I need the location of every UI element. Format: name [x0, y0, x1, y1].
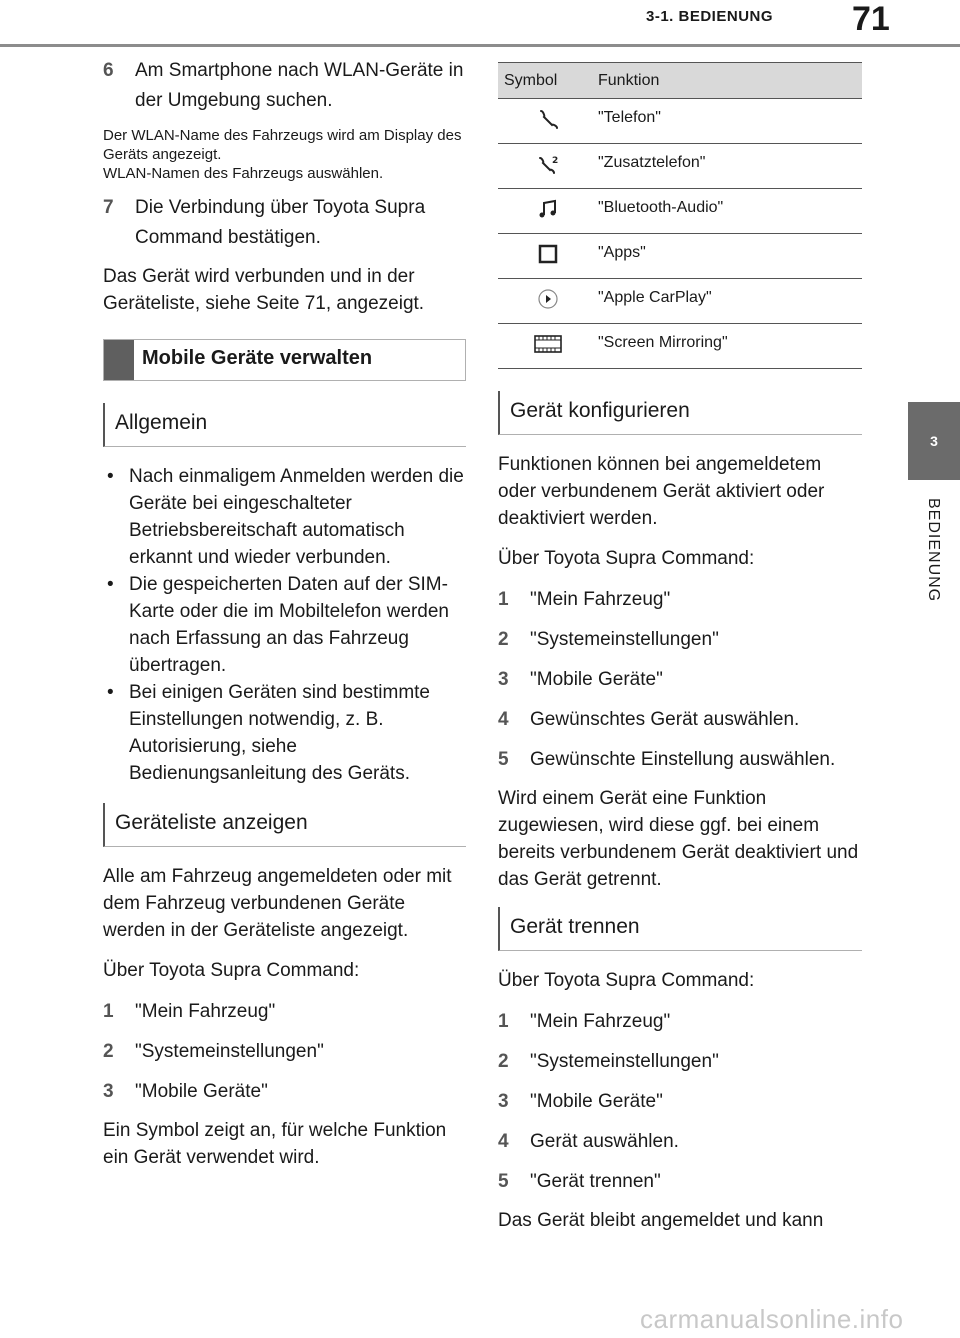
table-cell-symbol	[498, 144, 598, 189]
step-number: 3	[498, 669, 509, 690]
subheading-geraeteliste: Geräteliste anzeigen	[103, 803, 466, 847]
symbol-table	[498, 62, 862, 369]
step-item	[498, 665, 862, 695]
table-cell-function: "Apps"	[598, 234, 862, 279]
phone-icon	[536, 107, 560, 131]
table-header-row	[498, 63, 862, 99]
paragraph-geraeteliste: Alle am Fahrzeug angemeldeten oder mit dem Fahrzeug verbundenen Geräte werden in der Geräteliste angezeigt.	[103, 866, 452, 941]
table-cell-function: "Bluetooth-Audio"	[598, 189, 862, 234]
step-text: "Systemeinstellungen"	[135, 1041, 324, 1062]
step-item	[498, 1167, 862, 1197]
table-cell-function: "Zusatztelefon"	[598, 144, 862, 189]
step-item	[498, 585, 862, 615]
step-text: "Mein Fahrzeug"	[135, 1001, 276, 1022]
table-cell-symbol	[498, 189, 598, 234]
list-item: • Nach einmaligem Anmelden werden die Geräte bei eingeschalteter Betriebsbereitschaft automatisch erkannt und wieder verbunden.	[103, 463, 466, 571]
table-cell-symbol	[498, 99, 598, 144]
bullet-list	[103, 463, 466, 787]
step-number: 1	[498, 1011, 509, 1032]
step-number: 3	[103, 1081, 114, 1102]
paragraph-angemeldet: Das Gerät bleibt angemeldet und kann	[498, 1210, 824, 1231]
subheading-konfigurieren: Gerät konfigurieren	[498, 391, 862, 435]
table-cell-symbol	[498, 234, 598, 279]
left-column	[103, 56, 466, 1184]
step-text: "Mobile Geräte"	[530, 1091, 663, 1112]
chapter-tab-label: BEDIENUNG	[925, 498, 942, 603]
table-row	[498, 324, 862, 369]
list-item: • Die gespeicherten Daten auf der SIM-Karte oder die im Mobiltelefon werden nach Erfassung an das Fahrzeug übertragen.	[103, 571, 466, 679]
step-text: Gewünschtes Gerät auswählen.	[530, 709, 800, 730]
step-item	[498, 1087, 862, 1117]
note-wlan-name: Der WLAN-Name des Fahrzeugs wird am Display des Geräts angezeigt.	[103, 127, 462, 163]
step-item	[103, 1077, 466, 1107]
step-number: 4	[498, 709, 509, 730]
note-wlan-select: WLAN-Namen des Fahrzeugs auswählen.	[103, 165, 384, 182]
section-heading-bar	[104, 340, 134, 380]
watermark: carmanualsonline.info	[640, 1304, 904, 1334]
step-text: "Mein Fahrzeug"	[530, 1011, 671, 1032]
table-row	[498, 189, 862, 234]
table-header-symbol: Symbol	[498, 63, 598, 99]
table-row	[498, 234, 862, 279]
paragraph-zugewiesen: Wird einem Gerät eine Funktion zugewiesen, wird diese ggf. bei einem bereits verbundenem Gerät deaktiviert und das Gerät getrennt.	[498, 788, 859, 890]
table-cell-function: "Screen Mirroring"	[598, 324, 862, 369]
table-cell-function: "Telefon"	[598, 99, 862, 144]
header-divider	[0, 44, 960, 47]
table-header-function: Funktion	[598, 63, 862, 99]
play-circle-icon	[536, 287, 560, 311]
step-text: Gerät auswählen.	[530, 1131, 679, 1152]
svg-text:2: 2	[552, 155, 559, 166]
step-item	[498, 705, 862, 735]
step-text: "Mobile Geräte"	[135, 1081, 268, 1102]
table-row	[498, 99, 862, 144]
step-number: 4	[498, 1131, 509, 1152]
step-text: "Mobile Geräte"	[530, 669, 663, 690]
film-strip-icon	[533, 332, 563, 356]
step-item	[498, 1007, 862, 1037]
section-heading	[103, 339, 466, 381]
step-number: 1	[103, 1001, 114, 1022]
step-item	[498, 625, 862, 655]
table-cell-symbol	[498, 279, 598, 324]
paragraph-command: Über Toyota Supra Command:	[103, 960, 360, 981]
music-note-icon	[536, 197, 560, 221]
step-text: Gewünschte Einstellung auswählen.	[530, 749, 836, 770]
step-number: 2	[498, 629, 509, 650]
step-text: "Systemeinstellungen"	[530, 1051, 719, 1072]
paragraph-command: Über Toyota Supra Command:	[498, 548, 755, 569]
step-item	[103, 997, 466, 1027]
right-column	[498, 56, 862, 1247]
table-row	[498, 279, 862, 324]
step-item	[498, 1047, 862, 1077]
section-heading-text: Mobile Geräte verwalten	[142, 347, 373, 369]
step-number: 6	[103, 60, 114, 81]
chapter-title: 3-1. BEDIENUNG	[646, 8, 774, 25]
table-cell-symbol	[498, 324, 598, 369]
step-7	[103, 193, 466, 253]
table-cell-function: "Apple CarPlay"	[598, 279, 862, 324]
step-text: Die Verbindung über Toyota Supra Command bestätigen.	[135, 197, 426, 248]
chapter-tab-number: 3	[930, 433, 938, 449]
step-number: 3	[498, 1091, 509, 1112]
step-number: 2	[103, 1041, 114, 1062]
step-number: 7	[103, 197, 114, 218]
paragraph-command: Über Toyota Supra Command:	[498, 970, 755, 991]
phone-2-icon	[536, 152, 560, 176]
step-text: Am Smartphone nach WLAN-Geräte in der Umgebung suchen.	[135, 60, 464, 111]
step-6	[103, 56, 466, 116]
chapter-tab	[908, 402, 960, 480]
paragraph-symbol: Ein Symbol zeigt an, für welche Funktion ein Gerät verwendet wird.	[103, 1120, 447, 1168]
step-item	[498, 1127, 862, 1157]
step-text: "Systemeinstellungen"	[530, 629, 719, 650]
step-text: "Mein Fahrzeug"	[530, 589, 671, 610]
step-number: 5	[498, 749, 509, 770]
step-number: 5	[498, 1171, 509, 1192]
page-number: 71	[852, 0, 890, 38]
paragraph-konfigurieren: Funktionen können bei angemeldetem oder verbundenem Gerät aktiviert oder deaktiviert werden.	[498, 454, 825, 529]
apps-square-icon	[536, 242, 560, 266]
step-item	[498, 745, 862, 775]
step-item	[103, 1037, 466, 1067]
step-number: 1	[498, 589, 509, 610]
subheading-allgemein: Allgemein	[103, 403, 466, 447]
list-item: • Bei einigen Geräten sind bestimmte Einstellungen notwendig, z. B. Autorisierung, siehe Bedienungsanleitung des Geräts.	[103, 679, 466, 787]
table-row	[498, 144, 862, 189]
subheading-trennen: Gerät trennen	[498, 907, 862, 951]
step-text: "Gerät trennen"	[530, 1171, 661, 1192]
step-number: 2	[498, 1051, 509, 1072]
paragraph-connected: Das Gerät wird verbunden und in der Geräteliste, siehe Seite 71, angezeigt.	[103, 266, 425, 314]
